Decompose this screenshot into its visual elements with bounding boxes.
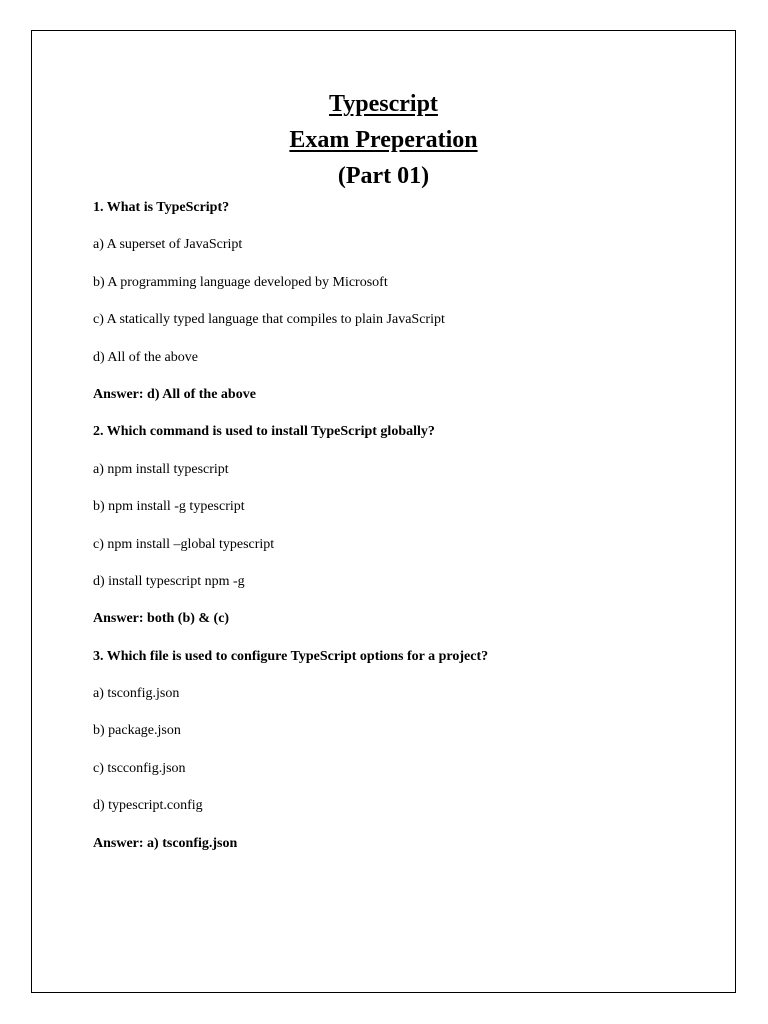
answer-option: d) typescript.config xyxy=(93,798,203,814)
answer-option: c) tscconfig.json xyxy=(93,760,186,776)
correct-answer: Answer: d) All of the above xyxy=(93,386,256,402)
question-text: 1. What is TypeScript? xyxy=(93,200,230,215)
answer-option: a) npm install typescript xyxy=(93,461,229,477)
title-block xyxy=(31,86,736,194)
answer-option: c) A statically typed language that compiles to plain JavaScript xyxy=(93,312,445,328)
correct-answer: Answer: both (b) & (c) xyxy=(93,611,230,627)
answer-option: d) install typescript npm -g xyxy=(93,573,245,589)
document-subtitle: Exam Preperation xyxy=(289,127,478,153)
question-list xyxy=(93,199,713,872)
correct-answer: Answer: a) tsconfig.json xyxy=(93,835,238,851)
question-text: 3. Which file is used to configure TypeScript options for a project? xyxy=(93,648,489,664)
answer-option: a) A superset of JavaScript xyxy=(93,237,243,253)
answer-option: a) tsconfig.json xyxy=(93,686,180,702)
answer-option: b) A programming language developed by Microsoft xyxy=(93,274,388,290)
document-title: Typescript xyxy=(329,91,438,117)
answer-option: d) All of the above xyxy=(93,349,198,365)
answer-option: c) npm install –global typescript xyxy=(93,536,275,552)
question-text: 2. Which command is used to install TypeScript globally? xyxy=(93,424,435,440)
answer-option: b) npm install -g typescript xyxy=(93,499,245,515)
document-part-label: (Part 01) xyxy=(337,163,430,189)
answer-option: b) package.json xyxy=(93,723,181,739)
